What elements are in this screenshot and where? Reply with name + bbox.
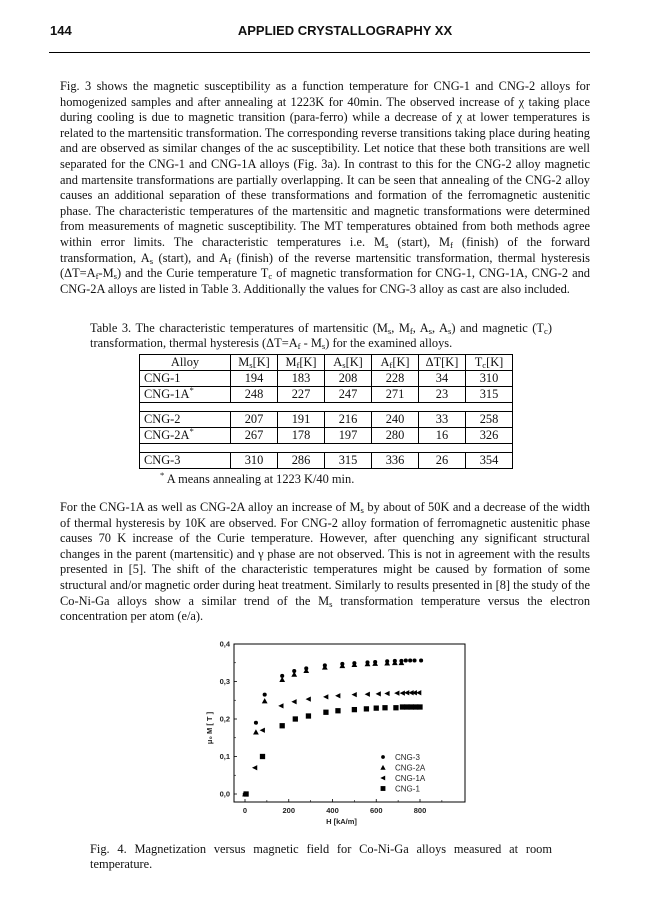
paragraph-annealing-results: For the CNG-1A as well as CNG-2A alloy an increase of $M_s$ by about of 50K and a decrease of the width of thermal hysteresis by 10K are observed. For CNG-2 alloy formation of ferromagnetic austenitic phase causes 70 K increase of the Curie temperature. However, after quenching any significant structural changes in the parent (martensitic) and γ phase are not observed. This is not in agreement with the results presented in [5]. The shift of the characteristic temperatures might be caused by formation of some structural and/or magnetic order during heat treatment. Similarly to results presented in [8] the study of the Co-Ni-Ga alloys show a similar trend of the $M_s$ transformation temperature versus the electron concentration per atom (e/a). (60, 500, 591, 624)
value-cell: 183 (278, 371, 325, 387)
alloy-cell: CNG-3 (140, 453, 231, 469)
table-header-cell: $M_s[K]$ (231, 355, 278, 371)
cng-1-point (364, 706, 369, 711)
cng-2a-point (291, 671, 297, 676)
value-cell: 280 (372, 428, 419, 444)
table-header-cell: Alloy (140, 355, 231, 371)
footnote-text: A means annealing at 1223 K/40 min. (166, 472, 355, 486)
value-cell: 248 (231, 387, 278, 403)
table-header-row (140, 355, 513, 371)
value-cell: 227 (278, 387, 325, 403)
cng-1a-point (278, 703, 283, 708)
cng-1a-point (260, 728, 265, 733)
value-cell: 271 (372, 387, 419, 403)
legend-marker-cng-1a (380, 776, 385, 781)
table-row (140, 387, 513, 403)
table-row (140, 428, 513, 444)
footnote-mark: * (160, 469, 165, 480)
cng-1-point (393, 705, 398, 710)
value-cell: 194 (231, 371, 278, 387)
cng-1-point (417, 704, 422, 709)
value-cell: 336 (372, 453, 419, 469)
cng-3-point (254, 721, 258, 725)
cng-2a-point (262, 698, 268, 703)
figure4-chart (200, 630, 470, 830)
cng-1-point (374, 705, 379, 710)
table-row (140, 412, 513, 428)
value-cell: 33 (419, 412, 466, 428)
cng-1-point (323, 710, 328, 715)
y-tick-label: 0,2 (219, 714, 230, 724)
value-cell: 315 (466, 387, 513, 403)
x-tick-label: 400 (326, 806, 339, 815)
value-cell: 197 (325, 428, 372, 444)
value-cell: 354 (466, 453, 513, 469)
x-tick-label: 600 (369, 806, 383, 815)
value-cell: 240 (372, 412, 419, 428)
cng-2a-point (372, 661, 378, 666)
cng-1a-point (376, 691, 381, 696)
legend-label-cng-3: CNG-3 (395, 753, 420, 762)
plot-frame (234, 644, 465, 802)
table-header-cell: $T_c[K]$ (466, 355, 513, 371)
table3-footnote (160, 469, 355, 487)
cng-3-point (404, 658, 408, 662)
y-tick-label: 0,0 (219, 789, 230, 799)
cng-2a-point (279, 677, 285, 682)
page-number: 144 (50, 23, 72, 38)
cng-3-point (419, 658, 423, 662)
cng-1a-point (252, 765, 257, 770)
x-tick-label: 0 (242, 806, 248, 815)
cng-1a-point (335, 693, 340, 698)
table-spacer-row (140, 444, 513, 453)
cng-1-point (335, 708, 340, 713)
cng-3-point (412, 658, 416, 662)
value-cell: 207 (231, 412, 278, 428)
value-cell: 267 (231, 428, 278, 444)
alloy-cell: CNG-1 (140, 371, 231, 387)
cng-2a-point (351, 662, 357, 667)
value-cell: 16 (419, 428, 466, 444)
table-spacer-row (140, 403, 513, 412)
cng-1-point (382, 705, 387, 710)
cng-1-point (306, 713, 311, 718)
cng-1-point (260, 754, 265, 759)
cng-1a-point (384, 691, 389, 696)
legend-label-cng-1a: CNG-1A (395, 774, 426, 783)
table3-caption: Table 3. The characteristic temperatures of martensitic ($M_s$, $M_f$, $A_s$, $A_s$) and magnetic $(T_c)$ transformation, thermal hysteresis $(\Delta T=A_f - M_s)$ for the examined alloys. (90, 321, 552, 352)
header-rule (49, 52, 590, 53)
value-cell: 34 (419, 371, 466, 387)
cng-1a-point (400, 690, 405, 695)
legend-marker-cng-2a (380, 765, 385, 770)
y-tick-label: 0,1 (219, 752, 230, 761)
table3 (139, 354, 513, 469)
cng-1a-point (323, 694, 328, 699)
value-cell: 23 (419, 387, 466, 403)
value-cell: 208 (325, 371, 372, 387)
legend-label-cng-1: CNG-1 (395, 784, 420, 794)
legend-marker-cng-3 (381, 755, 385, 759)
cng-1a-point (291, 699, 296, 704)
table-header-cell: ΔT[K] (419, 355, 466, 371)
value-cell: 310 (466, 371, 513, 387)
cng-3-point (408, 658, 412, 662)
value-cell: 216 (325, 412, 372, 428)
alloy-cell: CNG-2 (140, 412, 231, 428)
table-header-cell: $M_f[K]$ (278, 355, 325, 371)
cng-2a-point (253, 729, 259, 734)
table-header-cell: $A_s[K]$ (325, 355, 372, 371)
cng-1-point (352, 707, 357, 712)
cng-1-point (293, 716, 298, 721)
figure4-caption: Fig. 4. Magnetization versus magnetic field for Co-Ni-Ga alloys measured at room temperature. (90, 842, 552, 872)
cng-1a-point (351, 692, 356, 697)
cng-2a-point (365, 661, 371, 666)
paragraph-fig3-discussion: Fig. 3 shows the magnetic susceptibility as a function temperature for CNG-1 and CNG-2 alloys for homogenized samples and after annealing at 1223K for 40min. The observed increase of χ taking place during cooling is due to magnetic transition (para-ferro) while a decrease of χ at lower temperatures is related to the martensitic transformation. The corresponding reverse transitions taking place during heating and are observed as similar changes of the ac susceptibility. Let notice that these both transitions are well separated for the CNG-1 and CNG-1A alloys (Fig. 3a). In contrast to this for the CNG-2 alloy magnetic and martensite transformations are partially overlapping. It can be seen that annealing of the CNG-2 alloy causes an additional separation of these transformations and formation of the ferromagnetic austenitic phase. The characteristic temperatures of the martensitic and magnetic transformations were determined from measurements of magnetic susceptibility. The MT temperatures obtained from both methods agree within error limits. The characteristic temperatures i.e. $M_s$ (start), $M_f$ (finish) of the forward transformation, $A_s$ (start), and $A_f$ (finish) of the reverse martensitic transformation, thermal hysteresis $(\Delta T=A_f-M_s)$ and the Curie temperature $T_c$ of magnetic transformation for CNG-1, CNG-1A, CNG-2 and CNG-2A alloys are listed in Table 3. Additionally the values for CNG-3 alloy as cast are also included. (60, 79, 590, 296)
value-cell: 191 (278, 412, 325, 428)
table-row (140, 371, 513, 387)
x-tick-label: 200 (282, 806, 296, 815)
x-axis-label: H [kA/m] (326, 817, 357, 826)
value-cell: 228 (372, 371, 419, 387)
value-cell: 326 (466, 428, 513, 444)
table-row (140, 453, 513, 469)
table-header-cell: $A_f[K]$ (372, 355, 419, 371)
legend-label-cng-2a: CNG-2A (395, 763, 426, 773)
value-cell: 315 (325, 453, 372, 469)
value-cell: 258 (466, 412, 513, 428)
cng-1a-point (394, 690, 399, 695)
x-tick-label: 800 (413, 806, 427, 815)
legend-marker-cng-1 (381, 786, 386, 791)
journal-title: APPLIED CRYSTALLOGRAPHY XX (237, 23, 453, 38)
value-cell: 178 (278, 428, 325, 444)
cng-1-point (280, 723, 285, 728)
y-tick-label: 0,3 (219, 677, 230, 686)
alloy-cell: CNG-1A* (140, 387, 231, 403)
y-axis-label: μ₀ M [ T ] (205, 711, 214, 745)
cng-1-point (243, 791, 248, 796)
alloy-cell: CNG-2A* (140, 428, 231, 444)
y-tick-label: 0,4 (219, 639, 230, 649)
cng-3-point (263, 693, 267, 697)
cng-1a-point (365, 692, 370, 697)
value-cell: 310 (231, 453, 278, 469)
value-cell: 26 (419, 453, 466, 469)
value-cell: 286 (278, 453, 325, 469)
cng-1a-point (306, 696, 311, 701)
value-cell: 247 (325, 387, 372, 403)
